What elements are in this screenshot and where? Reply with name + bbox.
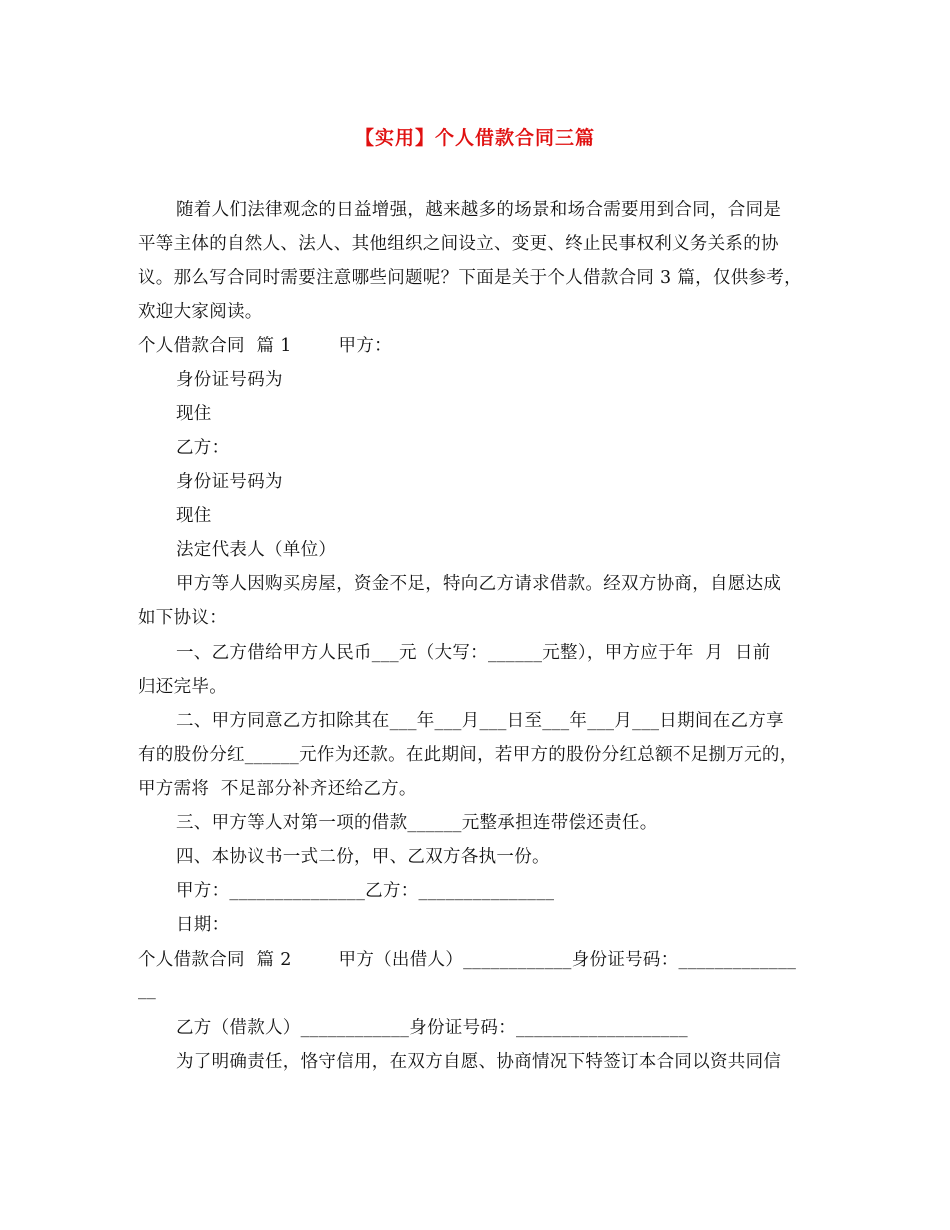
clause-3-line: 三、甲方等人对第一项的借款______元整承担连带偿还责任。 (176, 813, 658, 833)
clause-2-line-3: 甲方需将 不足部分补齐还给乙方。 (138, 779, 417, 799)
document-title: 【实用】个人借款合同三篇 (354, 127, 595, 149)
intro-line-4: 欢迎大家阅读。 (138, 302, 263, 322)
legal-representative-line: 法定代表人（单位） (176, 540, 337, 560)
intro-line-3: 议。那么写合同时需要注意哪些问题呢？下面是关于个人借款合同 3 篇，仅供参考， (138, 268, 802, 288)
clause-2-line-1: 二、甲方同意乙方扣除其在___年___月___日至___年___月___日期间在乙方享 (176, 711, 784, 731)
clause-1-line-2: 归还完毕。 (138, 677, 227, 697)
signature-line: 甲方：_______________乙方：_______________ (176, 881, 555, 901)
borrower-line: 乙方（借款人）____________身份证号码：___________________ (176, 1018, 688, 1038)
section-2-heading-continued: __ (138, 980, 157, 1000)
party-b-line: 乙方： (176, 438, 230, 458)
section-1-heading: 个人借款合同 篇 1 甲方： (138, 336, 392, 356)
agreement-intro-line-2: 如下协议： (138, 608, 227, 628)
date-line: 日期： (176, 915, 230, 935)
party-b-id-line: 身份证号码为 (176, 472, 283, 492)
party-a-id-line: 身份证号码为 (176, 370, 283, 390)
section-2-heading: 个人借款合同 篇 2 甲方（出借人）____________身份证号码：_____________ (138, 950, 797, 970)
party-a-address-line: 现住 (176, 404, 212, 424)
clause-2-line-2: 有的股份分红______元作为还款。在此期间，若甲方的股份分红总额不足捌万元的， (138, 745, 798, 765)
clause-1-line-1: 一、乙方借给甲方人民币___元（大写：______元整），甲方应于年 月 日前 (176, 643, 771, 663)
clause-4-line: 四、本协议书一式二份，甲、乙双方各执一份。 (176, 847, 550, 867)
agreement-intro-line-1: 甲方等人因购买房屋，资金不足，特向乙方请求借款。经双方协商，自愿达成 (176, 574, 782, 594)
intro-line-2: 平等主体的自然人、法人、其他组织之间设立、变更、终止民事权利义务关系的协 (138, 234, 779, 254)
intro-line-1: 随着人们法律观念的日益增强，越来越多的场景和场合需要用到合同，合同是 (176, 200, 782, 220)
party-b-address-line: 现住 (176, 506, 212, 526)
section-2-preamble-line: 为了明确责任，恪守信用，在双方自愿、协商情况下特签订本合同以资共同信 (176, 1052, 782, 1072)
